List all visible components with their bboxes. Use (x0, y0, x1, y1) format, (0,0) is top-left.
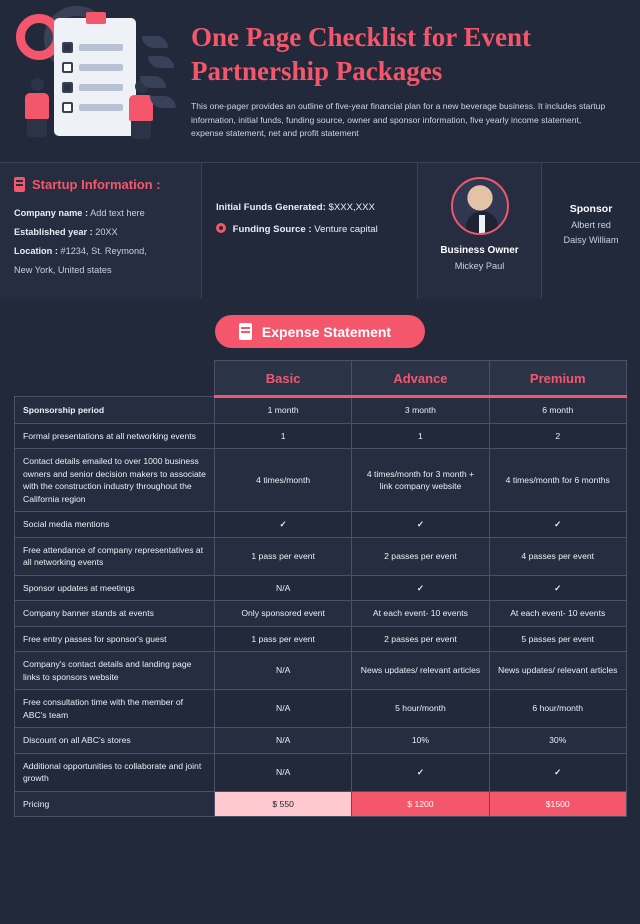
location-label: Location : (14, 246, 58, 256)
business-owner-name: Mickey Paul (454, 261, 505, 271)
funds-panel (202, 163, 418, 299)
row-label: Company banner stands at events (15, 601, 215, 627)
row-value: 1 month (215, 397, 352, 424)
row-value: N/A (215, 652, 352, 690)
gear-icon (216, 223, 226, 233)
row-label: Sponsorship period (15, 397, 215, 424)
row-value: ✓ (352, 512, 489, 538)
business-owner-role: Business Owner (440, 245, 519, 256)
checklist-row (62, 42, 123, 53)
table-row (15, 791, 627, 817)
table-row (15, 449, 627, 512)
table-row (15, 512, 627, 538)
row-value: 4 times/month for 3 month + link company website (352, 449, 489, 512)
startup-heading (14, 177, 187, 192)
row-label: Free consultation time with the member of ABC's team (15, 690, 215, 728)
column-header-basic: Basic (215, 361, 352, 397)
sponsor-panel (542, 163, 640, 299)
table-row (15, 690, 627, 728)
row-value: 30% (489, 728, 626, 754)
person-left-icon (22, 78, 52, 134)
established-year-label: Established year : (14, 227, 93, 237)
row-value: N/A (215, 728, 352, 754)
expense-statement-banner (215, 315, 425, 348)
checklist-row (62, 82, 123, 93)
table-row (15, 537, 627, 575)
expense-statement-banner-wrap (0, 299, 640, 360)
company-name-row (14, 204, 187, 223)
row-value: 10% (352, 728, 489, 754)
page-title: One Page Checklist for Event Partnership Packages (191, 22, 531, 86)
row-value: 4 times/month for 6 months (489, 449, 626, 512)
row-value: ✓ (352, 575, 489, 601)
column-header-advance: Advance (352, 361, 489, 397)
startup-information-panel (0, 163, 202, 299)
row-value: 2 passes per event (352, 537, 489, 575)
startup-heading-label: Startup Information : (32, 177, 161, 192)
row-label: Sponsor updates at meetings (15, 575, 215, 601)
row-value: News updates/ relevant articles (489, 652, 626, 690)
page-subtitle: This one-pager provides an outline of five-year financial plan for a new beverage business. It includes startup information, initial funds, funding source, owner and sponsor information, five yearly income statement, expense statement, net and profit statement (191, 101, 606, 138)
row-value: 4 passes per event (489, 537, 626, 575)
row-value: $ 550 (215, 791, 352, 817)
sponsor-name-1: Albert red (571, 220, 611, 230)
row-label: Formal presentations at all networking events (15, 423, 215, 449)
clipboard-icon (239, 323, 252, 340)
row-value: 3 month (352, 397, 489, 424)
initial-funds-row (216, 197, 403, 219)
table-row (15, 601, 627, 627)
row-value: 2 (489, 423, 626, 449)
row-label: Contact details emailed to over 1000 business owners and senior decision makers to associate with the construction industry throughout the California region (15, 449, 215, 512)
column-header-blank (15, 361, 215, 397)
table-body (15, 397, 627, 817)
row-label: Pricing (15, 791, 215, 817)
row-value: N/A (215, 575, 352, 601)
info-strip (0, 162, 640, 299)
row-value: ✓ (489, 512, 626, 538)
table-row (15, 728, 627, 754)
plant-icon (140, 30, 180, 130)
row-label: Discount on all ABC's stores (15, 728, 215, 754)
row-value: News updates/ relevant articles (352, 652, 489, 690)
company-name-label: Company name : (14, 208, 89, 218)
location-value: #1234, St. Reymond, (60, 246, 147, 256)
row-value: ✓ (489, 753, 626, 791)
table-header-row (15, 361, 627, 397)
row-label: Company's contact details and landing page links to sponsors website (15, 652, 215, 690)
table-row (15, 753, 627, 791)
row-value: 4 times/month (215, 449, 352, 512)
established-year-row (14, 223, 187, 242)
header-text-block (185, 0, 640, 162)
row-value: 5 passes per event (489, 626, 626, 652)
page-header (0, 0, 640, 162)
location-value-2: New York, United states (14, 265, 112, 275)
column-header-premium: Premium (489, 361, 626, 397)
table-row (15, 652, 627, 690)
location-row-2 (14, 261, 187, 280)
avatar (451, 177, 509, 235)
row-value: 1 pass per event (215, 626, 352, 652)
funding-source-row (216, 219, 403, 241)
row-value: $1500 (489, 791, 626, 817)
row-value: 2 passes per event (352, 626, 489, 652)
row-label: Free entry passes for sponsor's guest (15, 626, 215, 652)
funding-source-value: Venture capital (314, 224, 378, 235)
row-value: N/A (215, 753, 352, 791)
checklist-illustration (0, 0, 185, 162)
table-row (15, 423, 627, 449)
location-row (14, 242, 187, 261)
row-label: Free attendance of company representatives at all networking events (15, 537, 215, 575)
established-year-value: 20XX (95, 227, 118, 237)
row-label: Additional opportunities to collaborate and joint growth (15, 753, 215, 791)
initial-funds-value: $XXX,XXX (328, 202, 375, 213)
sponsor-title: Sponsor (569, 203, 613, 215)
clipboard-clip-icon (86, 12, 106, 24)
row-value: At each event- 10 events (352, 601, 489, 627)
clipboard-icon (14, 177, 25, 192)
table-row (15, 626, 627, 652)
checklist-row (62, 62, 123, 73)
row-value: 6 month (489, 397, 626, 424)
row-value: N/A (215, 690, 352, 728)
row-value: Only sponsored event (215, 601, 352, 627)
row-value: ✓ (489, 575, 626, 601)
sponsor-name-2: Daisy William (563, 235, 619, 245)
company-name-value: Add text here (90, 208, 145, 218)
expense-statement-label: Expense Statement (261, 323, 392, 340)
initial-funds-label: Initial Funds Generated: (216, 202, 326, 213)
row-value: 6 hour/month (489, 690, 626, 728)
table-row (15, 397, 627, 424)
row-value: ✓ (215, 512, 352, 538)
row-label: Social media mentions (15, 512, 215, 538)
checklist-row (62, 102, 123, 113)
row-value: 1 pass per event (215, 537, 352, 575)
row-value: ✓ (352, 753, 489, 791)
row-value: At each event- 10 events (489, 601, 626, 627)
row-value: 5 hour/month (352, 690, 489, 728)
row-value: $ 1200 (352, 791, 489, 817)
row-value: 1 (352, 423, 489, 449)
clipboard-icon (54, 18, 136, 136)
business-owner-panel (418, 163, 542, 299)
funding-source-label: Funding Source : (232, 224, 312, 235)
expense-statement-table (14, 360, 627, 817)
table-row (15, 575, 627, 601)
row-value: 1 (215, 423, 352, 449)
